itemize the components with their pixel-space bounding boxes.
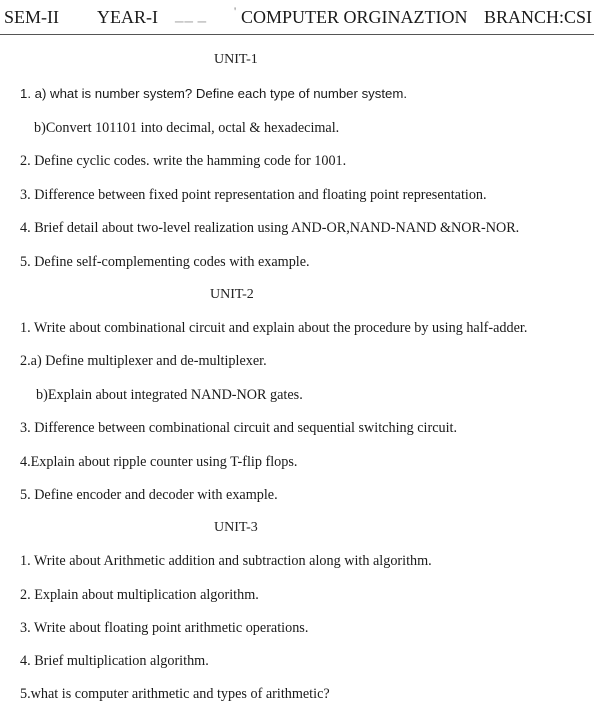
page-header: [0, 0, 594, 35]
question-item: 1. Write about combinational circuit and explain about the procedure by using half-adder.: [20, 320, 528, 336]
question-item: 4.Explain about ripple counter using T-flip flops.: [20, 454, 298, 470]
question-item: 3. Difference between combinational circuit and sequential switching circuit.: [20, 420, 458, 436]
tick-mark: ': [234, 4, 237, 18]
semester-label: SEM-II: [4, 7, 59, 27]
question-item: 5.what is computer arithmetic and types of arithmetic?: [20, 686, 330, 702]
question-item: 1. Write about Arithmetic addition and subtraction along with algorithm.: [20, 553, 432, 569]
question-item: 4. Brief detail about two-level realization using AND-OR,NAND-NAND &NOR-NOR.: [20, 220, 520, 236]
question-item: 2.a) Define multiplexer and de-multiplexer.: [20, 353, 267, 369]
subject-title: COMPUTER ORGINAZTION: [241, 7, 468, 27]
unit-heading: UNIT-2: [210, 287, 254, 302]
question-item: 2. Define cyclic codes. write the hamming code for 1001.: [20, 153, 347, 169]
question-item: b)Explain about integrated NAND-NOR gates.: [36, 387, 303, 403]
smudge-mark: ▁▁ ▁: [175, 11, 208, 23]
question-item: 3. Write about floating point arithmetic operations.: [20, 620, 309, 636]
question-item: 3. Difference between fixed point representation and floating point representation.: [20, 187, 487, 203]
branch-label: BRANCH:CSI: [484, 7, 593, 27]
question-item: 2. Explain about multiplication algorithm.: [20, 587, 259, 603]
question-item: b)Convert 101101 into decimal, octal & hexadecimal.: [34, 120, 340, 136]
question-item: 4. Brief multiplication algorithm.: [20, 653, 209, 669]
question-item: 1. a) what is number system? Define each type of number system.: [20, 86, 408, 101]
question-item: 5. Define encoder and decoder with example.: [20, 487, 278, 503]
unit-heading: UNIT-3: [214, 520, 258, 535]
year-label: YEAR-I: [97, 7, 158, 27]
unit-heading: UNIT-1: [214, 52, 258, 67]
question-item: 5. Define self-complementing codes with example.: [20, 254, 310, 270]
